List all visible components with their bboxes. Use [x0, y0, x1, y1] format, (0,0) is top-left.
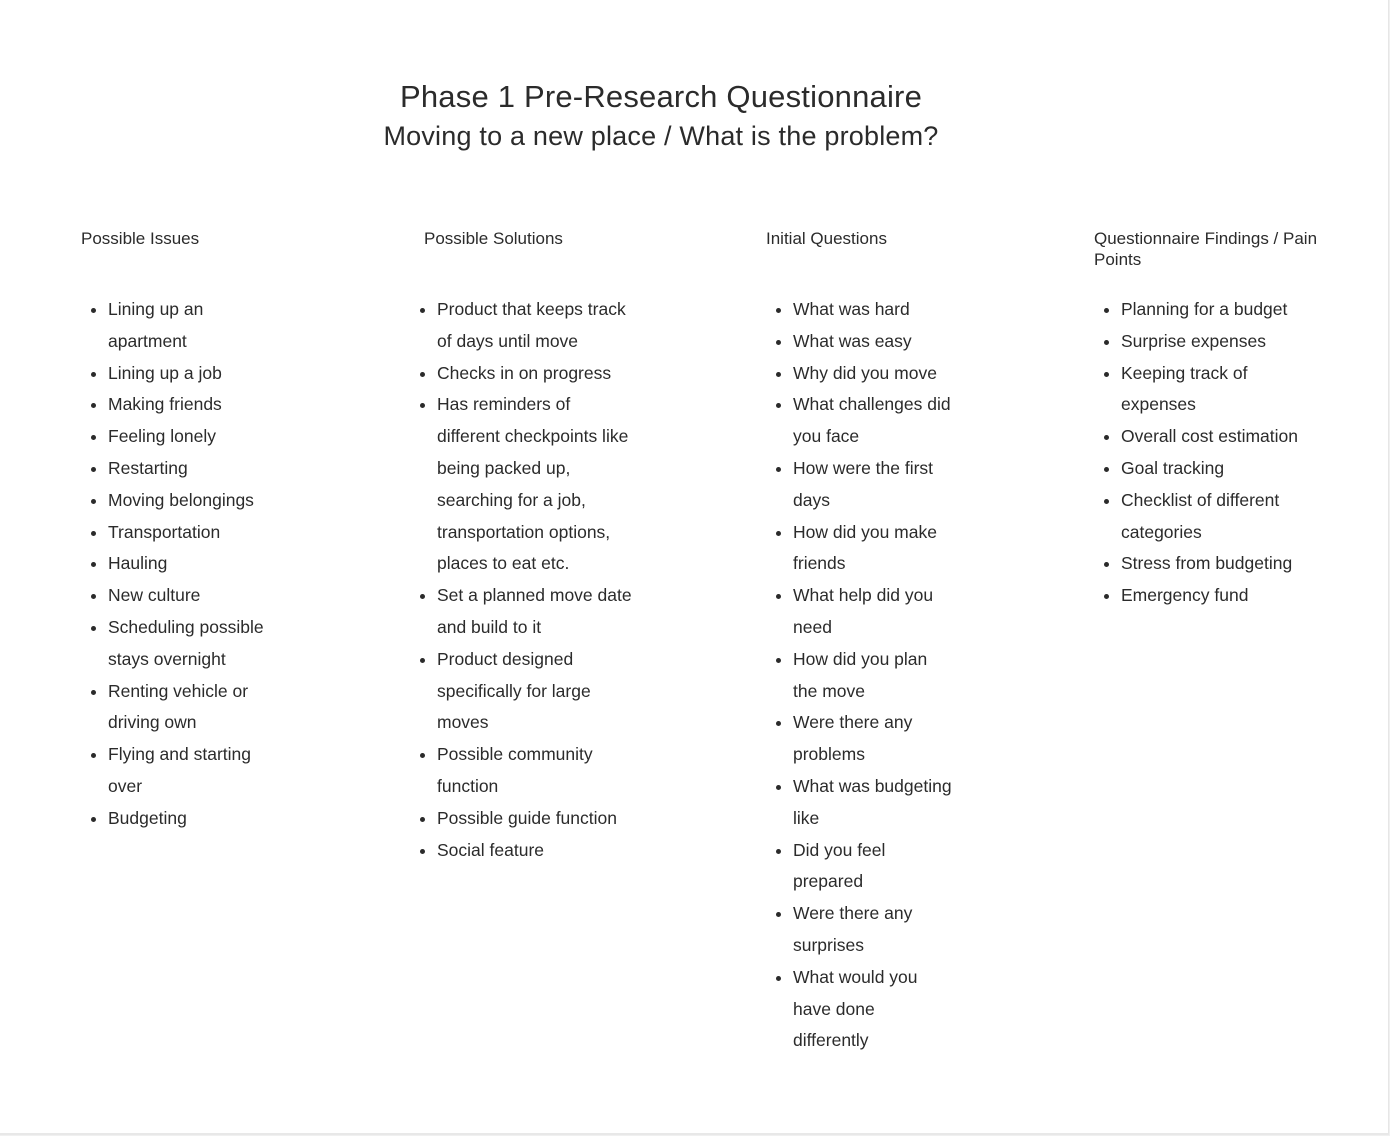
- list-item: • Restarting: [108, 453, 280, 485]
- bullet-list: [410, 294, 635, 866]
- list-item: • What would you have done differently: [793, 962, 953, 1057]
- column-possible-solutions: [424, 228, 684, 860]
- list-item: • Renting vehicle or driving own: [108, 676, 280, 740]
- list-item: • Goal tracking: [1121, 453, 1321, 485]
- list-item: • Checklist of different categories: [1121, 485, 1321, 549]
- list-item: • Lining up an apartment: [108, 294, 280, 358]
- list-item: • Transportation: [108, 517, 280, 549]
- list-item: • Budgeting: [108, 803, 280, 835]
- bullet-list: [1094, 294, 1321, 612]
- list-item: • Scheduling possible stays overnight: [108, 612, 280, 676]
- list-item: • Social feature: [437, 835, 635, 867]
- list-item: • Checks in on progress: [437, 358, 635, 390]
- list-item: • Making friends: [108, 389, 280, 421]
- list-item: • Flying and starting over: [108, 739, 280, 803]
- list-item: • Surprise expenses: [1121, 326, 1321, 358]
- column-questionnaire-findings: [1094, 228, 1324, 606]
- list-item: • Feeling lonely: [108, 421, 280, 453]
- list-item: • What was easy: [793, 326, 953, 358]
- list-item: • Stress from budgeting: [1121, 548, 1321, 580]
- bullet-list: [81, 294, 280, 835]
- list-item: • Planning for a budget: [1121, 294, 1321, 326]
- list-item: • Product designed specifically for large moves: [437, 644, 635, 739]
- list-item: • Product that keeps track of days until move: [437, 294, 635, 358]
- list-item: • Why did you move: [793, 358, 953, 390]
- list-item: • Set a planned move date and build to it: [437, 580, 635, 644]
- list-item: • Did you feel prepared: [793, 835, 953, 899]
- page-title: Phase 1 Pre-Research Questionnaire: [399, 79, 923, 114]
- list-item: • Lining up a job: [108, 358, 280, 390]
- list-item: • Emergency fund: [1121, 580, 1321, 612]
- list-item: • How did you plan the move: [793, 644, 953, 708]
- column-initial-questions: [766, 228, 996, 1051]
- list-item: • Overall cost estimation: [1121, 421, 1321, 453]
- list-item: • How were the first days: [793, 453, 953, 517]
- column-heading: Questionnaire Findings / Pain Points: [1094, 229, 1318, 269]
- list-item: • Keeping track of expenses: [1121, 358, 1321, 422]
- bullet-list: [766, 294, 953, 1057]
- list-item: • Moving belongings: [108, 485, 280, 517]
- list-item: • Has reminders of different checkpoints like being packed up, searching for a job, transportation options, places to eat etc.: [437, 389, 635, 580]
- list-item: • Were there any problems: [793, 707, 953, 771]
- column-heading: Possible Solutions: [424, 229, 563, 248]
- list-item: • How did you make friends: [793, 517, 953, 581]
- list-item: • Possible guide function: [437, 803, 635, 835]
- page-subtitle: Moving to a new place / What is the problem?: [383, 121, 939, 151]
- list-item: • Possible community function: [437, 739, 635, 803]
- list-item: • What challenges did you face: [793, 389, 953, 453]
- list-item: • New culture: [108, 580, 280, 612]
- list-item: • Hauling: [108, 548, 280, 580]
- title-block: [300, 76, 1022, 154]
- list-item: • What was hard: [793, 294, 953, 326]
- column-possible-issues: [81, 228, 311, 828]
- column-heading: Initial Questions: [766, 229, 887, 248]
- list-item: • What help did you need: [793, 580, 953, 644]
- column-heading: Possible Issues: [81, 229, 200, 248]
- list-item: • Were there any surprises: [793, 898, 953, 962]
- list-item: • What was budgeting like: [793, 771, 953, 835]
